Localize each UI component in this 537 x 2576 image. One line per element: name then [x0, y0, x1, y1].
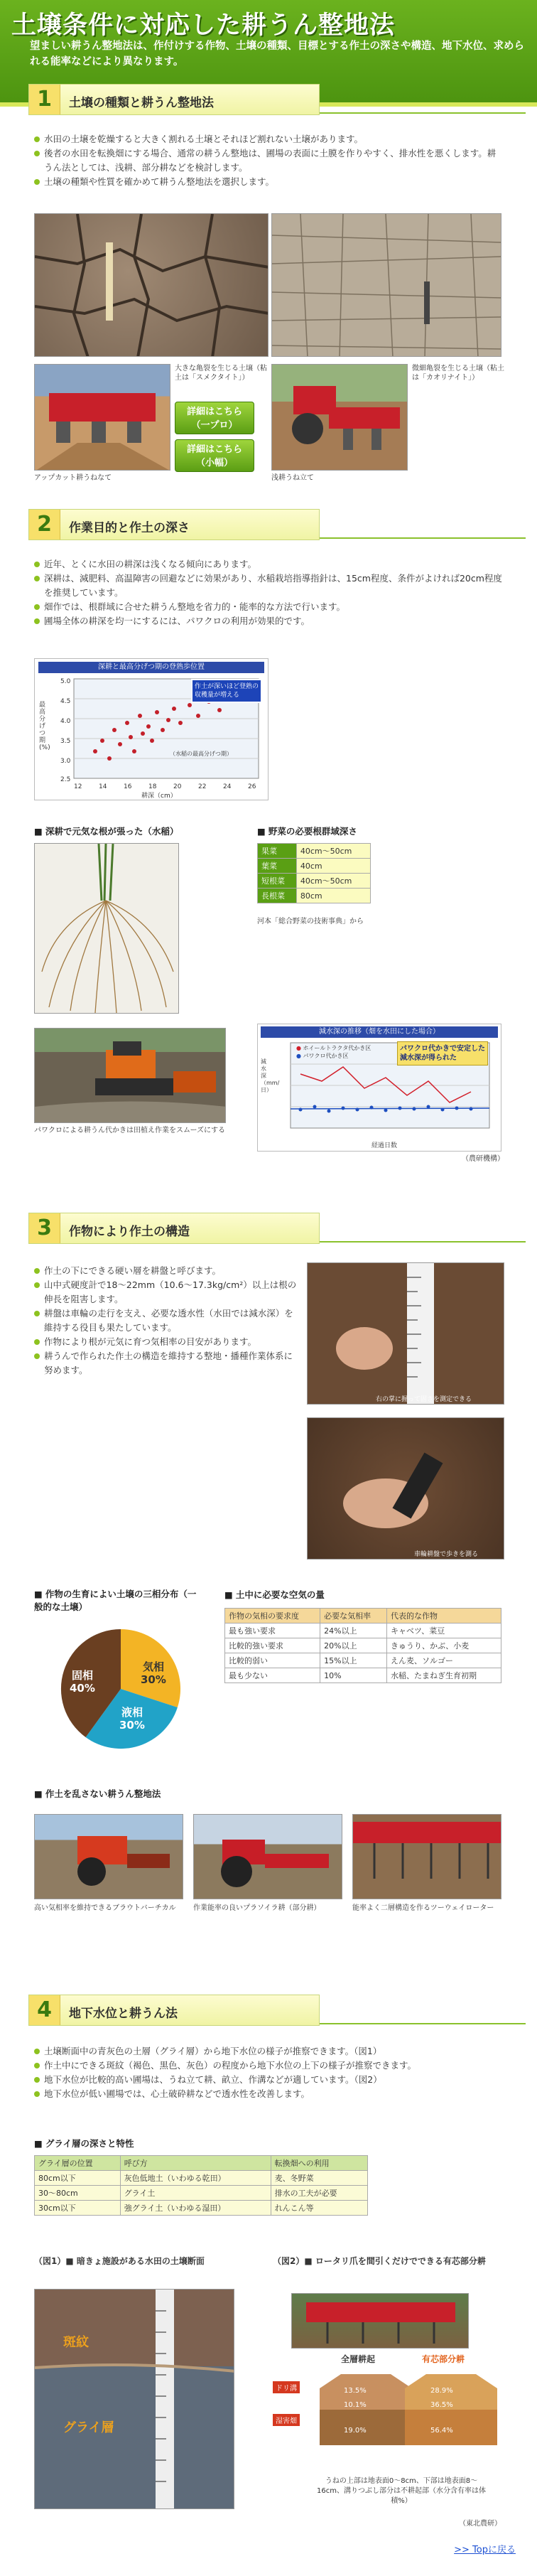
depth-chart: [34, 658, 268, 800]
section-title: 作物により作土の構造: [69, 1225, 190, 1239]
plough-photo-1: [34, 1814, 183, 1899]
details-button-2[interactable]: 詳細はこちら （小幅）: [175, 439, 254, 472]
svg-text:4.5: 4.5: [60, 698, 71, 705]
table-row: 最も強い要求 24%以上 キャベツ、菜豆: [225, 1624, 501, 1638]
svg-text:20: 20: [173, 783, 182, 790]
back-to-top-link[interactable]: >> Topに戻る: [454, 2545, 516, 2555]
value: 13.5%: [344, 2387, 367, 2395]
chart2-legend: ● ホイールトラクタ代かき区 ● パワクロ代かき区: [296, 1045, 371, 1059]
label-harrow: ドリ溝: [273, 2381, 300, 2393]
bullet: 作土の下にできる硬い層を耕盤と呼びます。: [34, 1264, 297, 1278]
pie-label-solid: 固相 40%: [70, 1669, 95, 1695]
figure-2-source: （東北農研）: [459, 2520, 501, 2528]
value: 10.1%: [344, 2401, 367, 2409]
value: 19.0%: [344, 2427, 367, 2435]
section-2-bullets: [34, 557, 503, 628]
label-core-tillage: 有芯部分耕: [422, 2354, 465, 2364]
upcut-ridging-photo: [34, 364, 170, 471]
shallow-ridging-photo: [271, 364, 408, 471]
sub-heading: ■ 野菜の必要根群域深さ: [257, 825, 357, 837]
pie-label-liquid: 液相 30%: [119, 1706, 145, 1732]
pie-label-gas: 気相 30%: [141, 1660, 166, 1686]
caption: 右の掌に握って固さを測定できる: [376, 1396, 472, 1403]
bullet: 作物により根が元気に育つ気相率の目安があります。: [34, 1335, 297, 1349]
svg-text:24: 24: [223, 783, 232, 790]
table-row: 最も少ない 10% 水稲、たまねぎ生育初期: [225, 1668, 501, 1683]
intro-text: 望ましい耕うん整地法は、作付けする作物、土壌の種類、目標とする作土の深さや構造、地下水位、求められる能率などにより異なります。: [30, 41, 524, 68]
bullet: 近年、とくに水田の耕深は浅くなる傾向にあります。: [34, 557, 503, 571]
water-loss-chart: [257, 1024, 501, 1152]
bullet: 地下水位が比較的高い圃場は、うね立て耕、畝立、作溝などが適しています。（図2）: [34, 2073, 503, 2087]
three-phase-pie: [58, 1626, 183, 1751]
table-row: 30cm以下 強グライ土（いわゆる湿田） れんこん等: [35, 2201, 368, 2216]
table-row: 比較的強い要求 20%以上 きゅうり、かぶ、小麦: [225, 1638, 501, 1653]
label-full-tillage: 全層耕起: [341, 2354, 376, 2364]
ridge-diagram: [273, 2353, 504, 2474]
section-number: 4: [29, 1995, 60, 2025]
cracked-soil-small-photo: [271, 213, 501, 357]
details-button-1[interactable]: 詳細はこちら （一プロ）: [175, 402, 254, 434]
chart-title: 深耕と最高分げつ期の登熟歩位置: [38, 662, 264, 673]
figure-2-title: （図2）■ ロータリ爪を間引くだけでできる有芯部分耕: [273, 2256, 486, 2266]
table-row: 30〜80cm グライ土 排水の工夫が必要: [35, 2186, 368, 2201]
divider: [320, 112, 526, 114]
caption: 能率よく二層構造を作るツーウェイローター: [352, 1904, 494, 1912]
bullet: 耕盤は車輪の走行を支え、必要な透水性（水田では減水深）を維持する役目も果たしています。: [34, 1306, 297, 1335]
soil-profile-photo: [307, 1262, 504, 1405]
svg-text:18: 18: [148, 783, 157, 790]
sub-heading: ■ 土中に必要な空気の量: [224, 1588, 325, 1601]
svg-text:2.5: 2.5: [60, 776, 71, 783]
table-header-row: 作物の気相の要求度 必要な気相率 代表的な作物: [225, 1609, 501, 1624]
chart-note: 作土が深いほど登熟の収穫量が増える: [191, 679, 262, 703]
cracked-soil-large-photo: [34, 213, 268, 357]
chart-legend: （水稲の最高分げつ期）: [170, 751, 232, 757]
chart2-note: パワクロ代かきで安定した減水深が得られた: [397, 1041, 488, 1066]
section-1-header: [28, 84, 320, 115]
figure-2-note: うねの上部は地表面0〜8cm、下部は地表面8〜16cm、溝りつぶし部分は不耕起部（水分含有率は体積%）: [317, 2477, 486, 2505]
section-3-header: [28, 1213, 320, 1244]
chart2-x-label: 経過日数: [371, 1142, 398, 1149]
air-requirement-table: [224, 1608, 501, 1683]
svg-text:3.5: 3.5: [60, 738, 71, 745]
sub-heading: ■ 深耕で元気な根が張った（水稲）: [34, 825, 178, 837]
svg-text:5.0: 5.0: [60, 678, 71, 685]
svg-text:4.0: 4.0: [60, 718, 71, 725]
caption: 微細亀裂を生じる土壌（粘土は「カオリナイト」）: [412, 365, 504, 382]
table-header-row: グライ層の位置 呼び方 転換畑への利用: [35, 2156, 368, 2171]
chart2-source: （農研機構）: [462, 1155, 504, 1163]
veg-root-depth-table: [257, 843, 371, 903]
label-spot: 斑紋: [63, 2335, 89, 2350]
chart-x-label: 耕深（cm）: [141, 793, 177, 800]
bullet: 耕うんで作られた作土の構造を維持する整地・播種作業体系に努めます。: [34, 1349, 297, 1378]
power-crawler-photo: [34, 1028, 226, 1123]
section-3-bullets: [34, 1264, 297, 1378]
chart2-title: 減水深の推移（畑を水田にした場合）: [261, 1026, 498, 1038]
section-title: 地下水位と耕うん法: [69, 2007, 178, 2021]
value: 28.9%: [430, 2387, 453, 2395]
soil-hardness-photo: [307, 1417, 504, 1560]
table-row: 比較的弱い 15%以上 えん麦、ソルゴー: [225, 1653, 501, 1668]
section-4-bullets: [34, 2044, 503, 2101]
bullet: 畑作では、根群域に合せた耕うん整地を省力的・能率的な方法で行います。: [34, 600, 503, 614]
caption: パワクロによる耕うん代かきは田植え作業をスムーズにする: [34, 1127, 225, 1134]
value: 36.5%: [430, 2401, 453, 2409]
caption: 大きな亀裂を生じる土壌（粘土は「スメクタイト」）: [175, 365, 267, 382]
table-source: 河本「総合野菜の技術事典」から: [257, 918, 364, 925]
bullet: 圃場全体の耕深を均一にするには、パワクロの利用が効果的です。: [34, 614, 503, 628]
rotary-photo: [291, 2293, 469, 2349]
svg-text:14: 14: [99, 783, 107, 790]
bullet: 山中式硬度計で18〜22mm（10.6〜17.3kg/cm²）以上は根の伸長を阻害します。: [34, 1278, 297, 1306]
bullet: 水田の土壌を乾燥すると大きく割れる土壌とそれほど割れない土壌があります。: [34, 132, 503, 146]
value: 56.4%: [430, 2427, 453, 2435]
section-title: 土壌の種類と耕うん整地法: [69, 96, 214, 110]
caption: アップカット耕うねなて: [34, 474, 112, 482]
divider: [320, 2023, 526, 2024]
divider: [320, 1241, 526, 1243]
table-row: 長根菜 80cm: [258, 889, 371, 903]
divider: [320, 537, 526, 539]
page-title: 土壌条件に対応した耕うん整地法: [11, 11, 396, 40]
gley-layer-table: [34, 2155, 368, 2216]
label-gley: グライ層: [63, 2420, 114, 2435]
section-number: 2: [29, 510, 60, 540]
caption: 作業能率の良いプラソイラ耕（部分耕）: [193, 1904, 321, 1912]
caption: 浅耕うね立て: [271, 474, 314, 482]
bullet: 土壌の種類や性質を確かめて耕うん整地法を選択します。: [34, 175, 503, 189]
bullet: 後者の水田を転換畑にする場合、通常の耕うん整地は、圃場の表面に土膜を作りやすく、排水性を悪くします。耕うん法としては、浅耕、部分耕などを検討します。: [34, 146, 503, 175]
bullet: 地下水位が低い圃場では、心土破砕耕などで透水性を改善します。: [34, 2087, 503, 2101]
svg-text:12: 12: [74, 783, 82, 790]
section-number: 3: [29, 1213, 60, 1243]
section-4-header: [28, 1995, 320, 2026]
sub-heading: ■ 作物の生育によい土壌の三相分布（一般的な土壌）: [34, 1588, 197, 1614]
sub-heading: ■ 作土を乱さない耕うん整地法: [34, 1787, 161, 1800]
label-wet: 湿害畑: [273, 2414, 300, 2426]
table-row: 80cm以下 灰色低地土（いわゆる乾田） 麦、冬野菜: [35, 2171, 368, 2186]
bullet: 深耕は、減肥料、高温障害の回避などに効果があり、水稲栽培指導指針は、15cm程度、条件がよければ20cm程度を推奨しています。: [34, 571, 503, 600]
section-title: 作業目的と作土の深さ: [69, 521, 190, 535]
rice-roots-photo: [34, 843, 179, 1014]
caption: 高い気相率を維持できるブラウトバーチカル: [34, 1904, 176, 1912]
bullet: 土壌断面中の青灰色の土層（グライ層）から地下水位の様子が推察できます。（図1）: [34, 2044, 503, 2059]
figure-1-title: （図1）■ 暗きょ施設がある水田の土壌断面: [34, 2256, 205, 2266]
svg-text:26: 26: [248, 783, 256, 790]
table-row: 葉菜 40cm: [258, 859, 371, 874]
chart2-y-label: 減水深（mm/日）: [261, 1058, 280, 1093]
soil-section-photo: [34, 2289, 234, 2509]
table-row: 短根菜 40cm〜50cm: [258, 874, 371, 889]
plough-photo-2: [193, 1814, 342, 1899]
plough-photo-3: [352, 1814, 501, 1899]
section-2-header: [28, 509, 320, 540]
table-row: 果菜 40cm〜50cm: [258, 844, 371, 859]
svg-text:3.0: 3.0: [60, 758, 71, 765]
chart-y-label: 最高分げつ期(%): [39, 702, 50, 751]
sub-heading: ■ グライ層の深さと特性: [34, 2137, 134, 2150]
svg-text:16: 16: [124, 783, 132, 790]
bullet: 作土中にできる斑紋（褐色、黒色、灰色）の程度から地下水位の上下の様子が推察できます。: [34, 2059, 503, 2073]
section-1-bullets: [34, 132, 503, 189]
section-number: 1: [29, 85, 60, 114]
caption: 車輪耕盤で歩きを測る: [414, 1551, 479, 1558]
svg-text:22: 22: [198, 783, 207, 790]
